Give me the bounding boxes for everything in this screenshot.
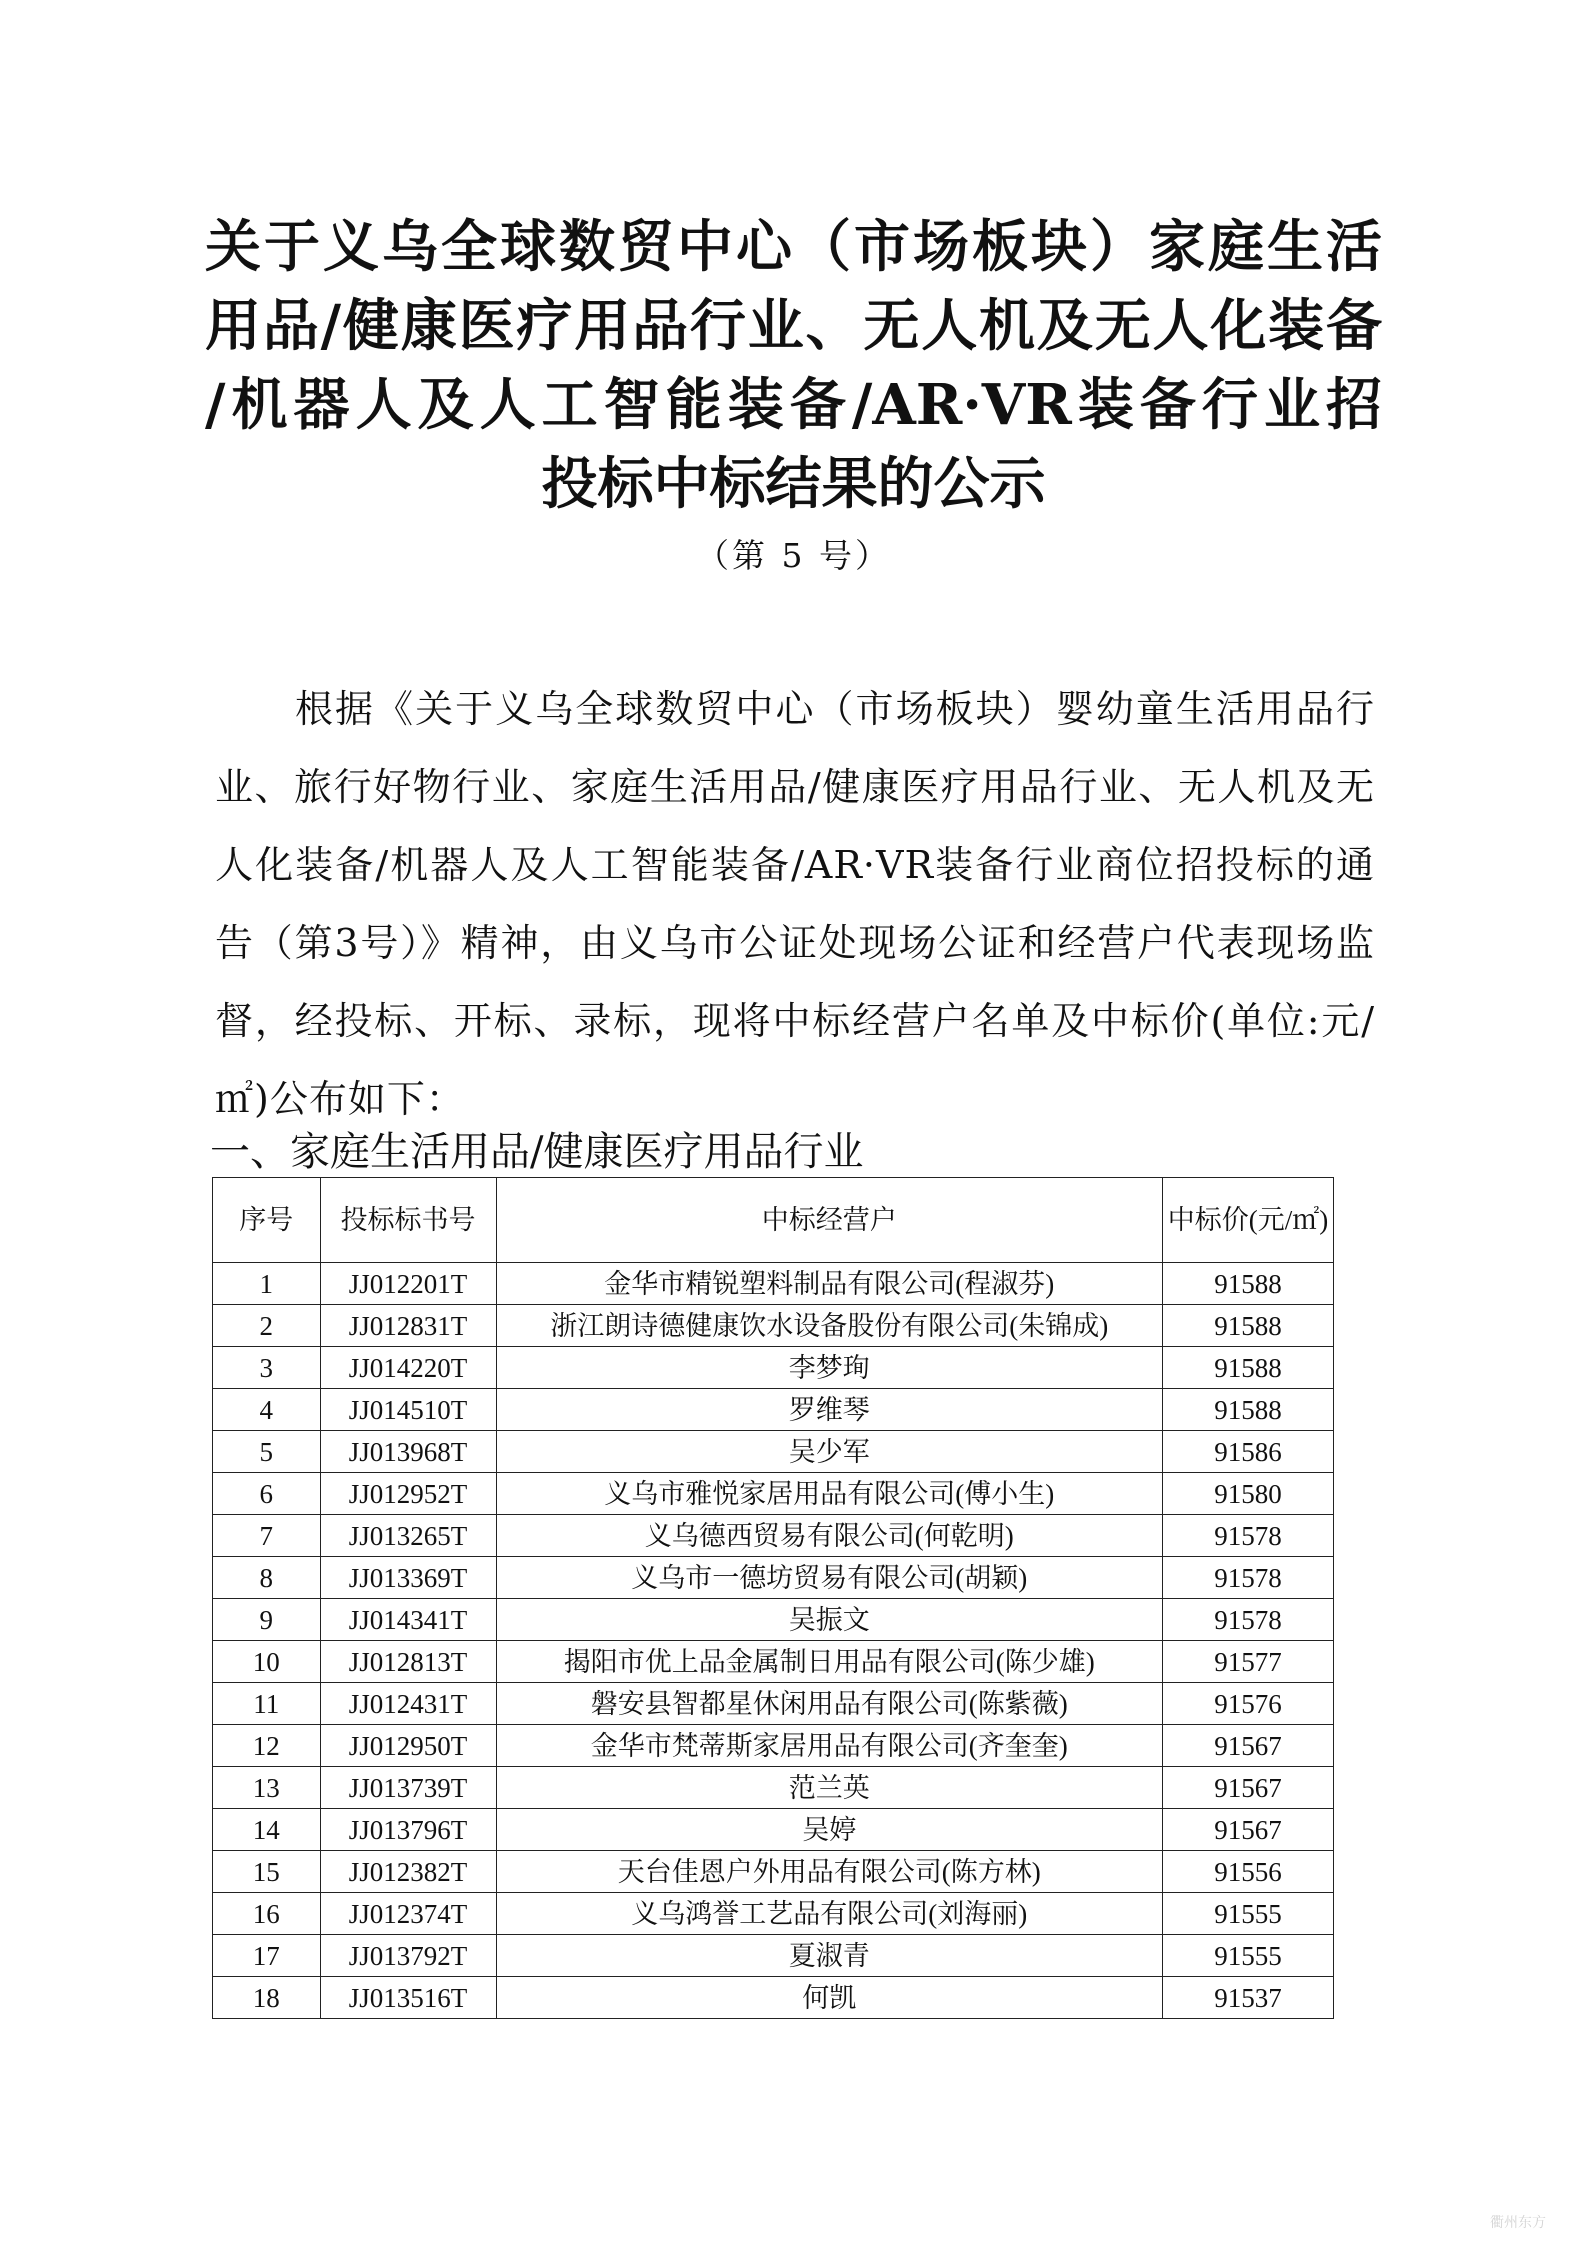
table-row	[213, 1851, 1334, 1893]
cell-price: 91567	[1162, 1809, 1333, 1851]
cell-code: JJ013792T	[320, 1935, 496, 1977]
cell-code: JJ014341T	[320, 1599, 496, 1641]
cell-name: 揭阳市优上品金属制日用品有限公司(陈少雄)	[496, 1641, 1162, 1683]
cell-price: 91578	[1162, 1599, 1333, 1641]
cell-seq: 7	[213, 1515, 321, 1557]
table-row	[213, 1347, 1334, 1389]
header-price: 中标价(元/㎡)	[1162, 1178, 1333, 1263]
title-line: 用品/健康医疗用品行业、无人机及无人化装备	[205, 293, 1382, 359]
table-row	[213, 1977, 1334, 2019]
cell-code: JJ013739T	[320, 1767, 496, 1809]
table-row	[213, 1473, 1334, 1515]
cell-name: 浙江朗诗德健康饮水设备股份有限公司(朱锦成)	[496, 1305, 1162, 1347]
cell-name: 义乌鸿誉工艺品有限公司(刘海丽)	[496, 1893, 1162, 1935]
table-row	[213, 1557, 1334, 1599]
cell-code: JJ012382T	[320, 1851, 496, 1893]
cell-name: 范兰英	[496, 1767, 1162, 1809]
cell-name: 义乌市雅悦家居用品有限公司(傅小生)	[496, 1473, 1162, 1515]
table-body	[213, 1263, 1334, 2019]
cell-name: 金华市精锐塑料制品有限公司(程淑芬)	[496, 1263, 1162, 1305]
cell-name: 金华市梵蒂斯家居用品有限公司(齐奎奎)	[496, 1725, 1162, 1767]
table-row	[213, 1641, 1334, 1683]
body-paragraph: 根据《关于义乌全球数贸中心（市场板块）婴幼童生活用品行业、旅行好物行业、家庭生活用品/健康医疗用品行业、无人机及无人化装备/机器人及人工智能装备/AR·VR装备行业商位招投标的通告（第3号）》精神，由义乌市公证处现场公证和经营户代表现场监督，经投标、开标、录标，现将中标经营户名单及中标价(单位:元/㎡)公布如下：	[215, 687, 1375, 1121]
cell-price: 91588	[1162, 1389, 1333, 1431]
document-title	[205, 208, 1382, 524]
cell-code: JJ013796T	[320, 1809, 496, 1851]
table-row	[213, 1893, 1334, 1935]
cell-seq: 8	[213, 1557, 321, 1599]
cell-name: 罗维琴	[496, 1389, 1162, 1431]
cell-seq: 12	[213, 1725, 321, 1767]
cell-code: JJ014510T	[320, 1389, 496, 1431]
table-row	[213, 1263, 1334, 1305]
cell-seq: 11	[213, 1683, 321, 1725]
cell-seq: 4	[213, 1389, 321, 1431]
issue-number: （第 5 号）	[696, 536, 891, 575]
header-code: 投标标书号	[320, 1178, 496, 1263]
cell-code: JJ012201T	[320, 1263, 496, 1305]
cell-price: 91576	[1162, 1683, 1333, 1725]
cell-seq: 5	[213, 1431, 321, 1473]
cell-code: JJ012952T	[320, 1473, 496, 1515]
cell-price: 91588	[1162, 1263, 1333, 1305]
watermark: 衢州东方	[1490, 2215, 1546, 2231]
header-seq: 序号	[213, 1178, 321, 1263]
header-name: 中标经营户	[496, 1178, 1162, 1263]
cell-seq: 6	[213, 1473, 321, 1515]
table-row	[213, 1599, 1334, 1641]
cell-code: JJ013516T	[320, 1977, 496, 2019]
table-row	[213, 1767, 1334, 1809]
cell-price: 91578	[1162, 1557, 1333, 1599]
table-header-row	[213, 1178, 1334, 1263]
cell-price: 91578	[1162, 1515, 1333, 1557]
cell-name: 吴振文	[496, 1599, 1162, 1641]
table-row	[213, 1305, 1334, 1347]
cell-code: JJ012831T	[320, 1305, 496, 1347]
table-row	[213, 1935, 1334, 1977]
cell-name: 义乌市一德坊贸易有限公司(胡颖)	[496, 1557, 1162, 1599]
results-table	[212, 1177, 1334, 2019]
cell-name: 李梦珣	[496, 1347, 1162, 1389]
cell-price: 91555	[1162, 1935, 1333, 1977]
cell-code: JJ012431T	[320, 1683, 496, 1725]
title-line: /机器人及人工智能装备/AR·VR装备行业招	[205, 372, 1382, 438]
cell-price: 91567	[1162, 1725, 1333, 1767]
cell-seq: 15	[213, 1851, 321, 1893]
cell-price: 91555	[1162, 1893, 1333, 1935]
cell-price: 91586	[1162, 1431, 1333, 1473]
cell-name: 何凯	[496, 1977, 1162, 2019]
cell-seq: 3	[213, 1347, 321, 1389]
title-line: 关于义乌全球数贸中心（市场板块）家庭生活	[205, 214, 1382, 280]
table-row	[213, 1389, 1334, 1431]
table-row	[213, 1431, 1334, 1473]
cell-seq: 14	[213, 1809, 321, 1851]
cell-seq: 13	[213, 1767, 321, 1809]
cell-seq: 2	[213, 1305, 321, 1347]
cell-seq: 17	[213, 1935, 321, 1977]
cell-name: 天台佳恩户外用品有限公司(陈方林)	[496, 1851, 1162, 1893]
table-row	[213, 1809, 1334, 1851]
cell-seq: 16	[213, 1893, 321, 1935]
cell-name: 吴婷	[496, 1809, 1162, 1851]
cell-seq: 18	[213, 1977, 321, 2019]
cell-code: JJ012950T	[320, 1725, 496, 1767]
cell-price: 91580	[1162, 1473, 1333, 1515]
cell-name: 磐安县智都星休闲用品有限公司(陈紫薇)	[496, 1683, 1162, 1725]
cell-code: JJ013968T	[320, 1431, 496, 1473]
table-row	[213, 1683, 1334, 1725]
cell-name: 吴少军	[496, 1431, 1162, 1473]
cell-seq: 1	[213, 1263, 321, 1305]
cell-seq: 9	[213, 1599, 321, 1641]
cell-price: 91577	[1162, 1641, 1333, 1683]
cell-price: 91588	[1162, 1305, 1333, 1347]
cell-price: 91556	[1162, 1851, 1333, 1893]
cell-code: JJ014220T	[320, 1347, 496, 1389]
cell-code: JJ012374T	[320, 1893, 496, 1935]
cell-name: 夏淑青	[496, 1935, 1162, 1977]
cell-price: 91567	[1162, 1767, 1333, 1809]
title-line: 投标中标结果的公示	[541, 451, 1046, 517]
cell-code: JJ012813T	[320, 1641, 496, 1683]
section-heading: 一、家庭生活用品/健康医疗用品行业	[210, 1129, 864, 1175]
table-row	[213, 1515, 1334, 1557]
cell-price: 91537	[1162, 1977, 1333, 2019]
cell-price: 91588	[1162, 1347, 1333, 1389]
cell-code: JJ013369T	[320, 1557, 496, 1599]
cell-code: JJ013265T	[320, 1515, 496, 1557]
table-row	[213, 1725, 1334, 1767]
cell-name: 义乌德西贸易有限公司(何乾明)	[496, 1515, 1162, 1557]
cell-seq: 10	[213, 1641, 321, 1683]
